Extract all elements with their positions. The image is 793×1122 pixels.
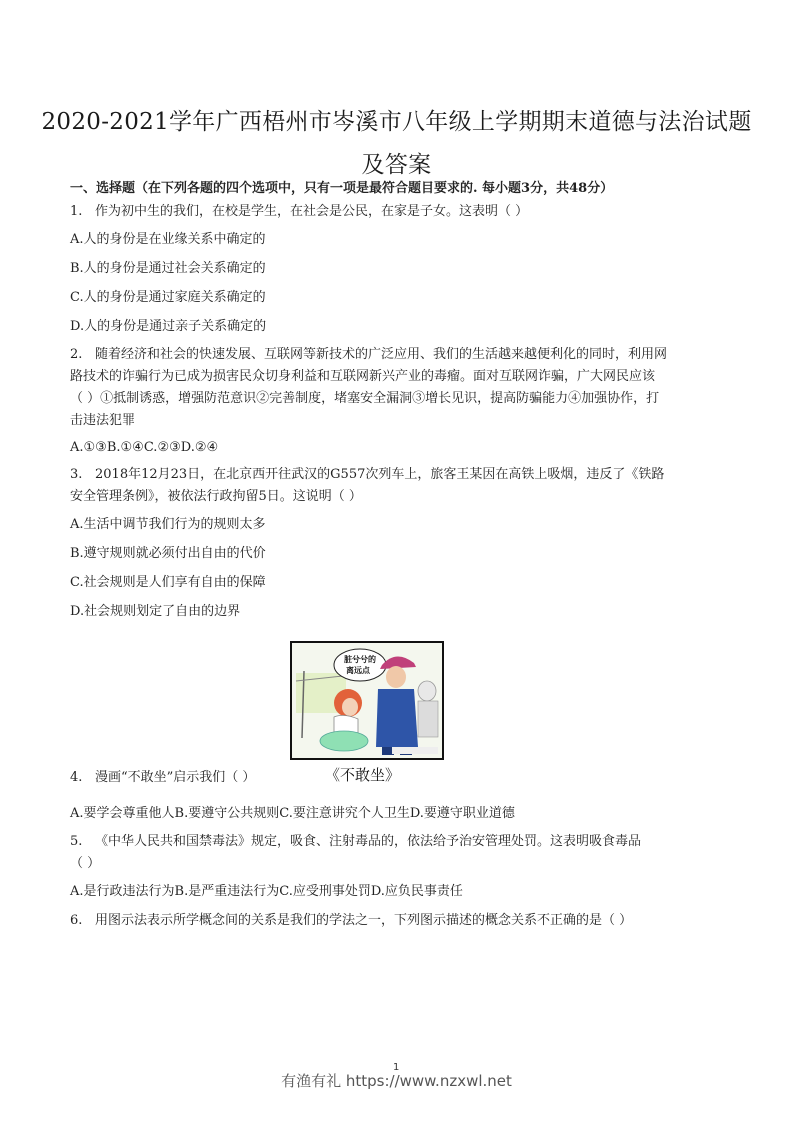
- question-1-option-b: B.人的身份是通过社会关系确定的: [70, 261, 266, 276]
- question-2-stem-line4: 击违法犯罪: [70, 413, 136, 428]
- question-2-stem-line2: 路技术的诈骗行为已成为损害民众切身利益和互联网新兴产业的毒瘤。面对互联网诈骗，广大网民应该: [70, 369, 656, 384]
- question-5-stem: [70, 834, 641, 850]
- question-number: 4.: [70, 770, 83, 785]
- question-4-stem: [70, 770, 255, 786]
- question-text: 漫画“不敢坐”启示我们（ ）: [95, 770, 256, 785]
- question-number: 6.: [70, 913, 83, 928]
- question-number: 3.: [70, 467, 83, 482]
- question-text: 随着经济和社会的快速发展、互联网等新技术的广泛应用、我们的生活越来越便利化的同时，利用网: [95, 347, 668, 362]
- question-1-option-c: C.人的身份是通过家庭关系确定的: [70, 290, 266, 305]
- question-text: 2018年12月23日，在北京西开往武汉的G557次列车上，旅客王某因在高铁上吸烟，违反了《铁路: [95, 467, 665, 482]
- question-5-options: A.是行政违法行为B.是严重违法行为C.应受刑事处罚D.应负民事责任: [70, 884, 463, 899]
- comic-caption: 《不敢坐》: [325, 766, 401, 784]
- question-1-option-d: D.人的身份是通过亲子关系确定的: [70, 319, 267, 334]
- question-4-options: A.要学会尊重他人B.要遵守公共规则C.要注意讲究个人卫生D.要遵守职业道德: [70, 806, 515, 821]
- page-number: 1: [393, 1062, 400, 1073]
- question-3-option-d: D.社会规则划定了自由的边界: [70, 604, 241, 619]
- document-title-line1: 2020-2021学年广西梧州市岑溪市八年级上学期期末道德与法治试题: [41, 109, 752, 135]
- comic-illustration: [292, 643, 442, 758]
- question-3-option-c: C.社会规则是人们享有自由的保障: [70, 575, 266, 590]
- question-5-stem-line2: （ ）: [70, 856, 101, 871]
- comic-image: [290, 641, 444, 760]
- speech-bubble-text-1: 脏兮兮的: [344, 655, 376, 664]
- speech-bubble-text-2: 离远点: [346, 666, 370, 675]
- question-1-option-a: A.人的身份是在业缘关系中确定的: [70, 232, 266, 247]
- watermark-link[interactable]: 有渔有礼 https://www.nzxwl.net: [281, 1072, 512, 1090]
- question-number: 1.: [70, 204, 83, 219]
- question-3-stem-line2: 安全管理条例》，被依法行政拘留5日。这说明（ ）: [70, 489, 362, 504]
- section-heading: 一、选择题（在下列各题的四个选项中，只有一项是最符合题目要求的. 每小题3分，共48分）: [70, 181, 614, 196]
- question-2-stem: [70, 347, 667, 363]
- question-6-stem: [70, 913, 632, 929]
- question-3-stem: [70, 467, 664, 483]
- question-3-option-a: A.生活中调节我们行为的规则太多: [70, 517, 266, 532]
- question-2-stem-line3: （ ）①抵制诱惑，增强防范意识②完善制度，堵塞安全漏洞③增长见识，提高防骗能力④加强协作，打: [70, 391, 660, 406]
- question-3-option-b: B.遵守规则就必须付出自由的代价: [70, 546, 266, 561]
- question-2-options: A.①③B.①④C.②③D.②④: [70, 440, 219, 455]
- question-number: 5.: [70, 834, 83, 849]
- question-text: 《中华人民共和国禁毒法》规定，吸食、注射毒品的，依法给予治安管理处罚。这表明吸食毒品: [95, 834, 642, 849]
- document-title-line2: 及答案: [361, 152, 432, 178]
- question-text: 用图示法表示所学概念间的关系是我们的学法之一，下列图示描述的概念关系不正确的是（ ）: [95, 913, 633, 928]
- question-text: 作为初中生的我们，在校是学生，在社会是公民，在家是子女。这表明（ ）: [95, 204, 529, 219]
- question-number: 2.: [70, 347, 83, 362]
- question-1-stem: [70, 204, 528, 220]
